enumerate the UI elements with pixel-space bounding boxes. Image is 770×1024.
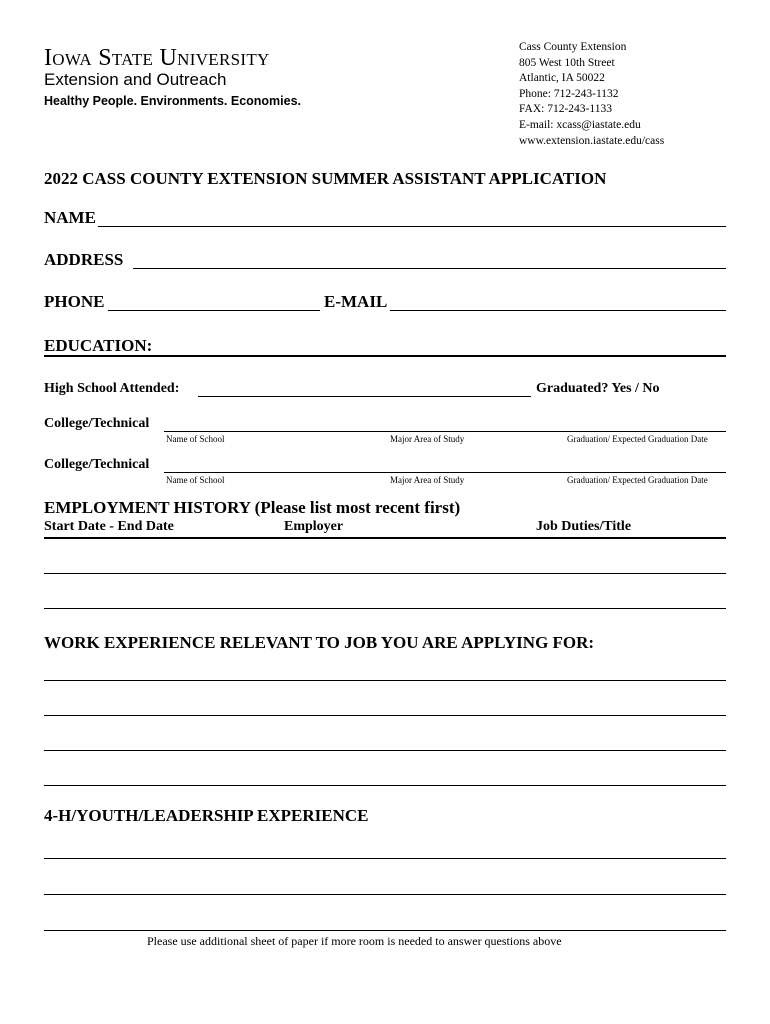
- graduated-label: Graduated? Yes / No: [536, 381, 660, 396]
- work-experience-line-1[interactable]: [44, 680, 726, 681]
- education-divider: [44, 355, 726, 357]
- youth-experience-line-3[interactable]: [44, 930, 726, 931]
- contact-block: [519, 40, 664, 149]
- form-title: 2022 CASS COUNTY EXTENSION SUMMER ASSISTANT APPLICATION: [44, 169, 607, 188]
- contact-city: Atlantic, IA 50022: [519, 72, 605, 85]
- college-field-2[interactable]: [164, 472, 726, 473]
- youth-experience-line-1[interactable]: [44, 858, 726, 859]
- tagline: Healthy People. Environments. Economies.: [44, 94, 302, 108]
- caption-graduation-2: Graduation/ Expected Graduation Date: [567, 475, 708, 485]
- work-experience-line-4[interactable]: [44, 785, 726, 786]
- education-heading: EDUCATION:: [44, 336, 153, 355]
- caption-major-2: Major Area of Study: [390, 475, 465, 485]
- high-school-field[interactable]: [198, 396, 531, 397]
- employment-line-1[interactable]: [44, 573, 726, 574]
- caption-graduation-1: Graduation/ Expected Graduation Date: [567, 434, 708, 444]
- college-label-2: College/Technical: [44, 457, 150, 472]
- name-field[interactable]: [98, 226, 726, 227]
- contact-office: Cass County Extension: [519, 41, 627, 53]
- work-experience-line-2[interactable]: [44, 715, 726, 716]
- work-experience-line-3[interactable]: [44, 750, 726, 751]
- employment-col-dates: Start Date - End Date: [44, 519, 174, 534]
- unit-name: Extension and Outreach: [44, 70, 227, 89]
- caption-school-2: Name of School: [166, 475, 225, 485]
- employment-line-2[interactable]: [44, 608, 726, 609]
- phone-label: PHONE: [44, 292, 105, 311]
- contact-phone: Phone: 712-243-1132: [519, 87, 619, 100]
- contact-fax: FAX: 712-243-1133: [519, 103, 612, 116]
- high-school-label: High School Attended:: [44, 381, 180, 396]
- work-experience-heading: WORK EXPERIENCE RELEVANT TO JOB YOU ARE APPLYING FOR:: [44, 633, 595, 652]
- name-label: NAME: [44, 208, 96, 227]
- caption-school-1: Name of School: [166, 434, 225, 444]
- youth-experience-line-2[interactable]: [44, 894, 726, 895]
- employment-col-duties: Job Duties/Title: [536, 519, 632, 534]
- employment-header-divider: [44, 537, 726, 539]
- contact-website: www.extension.iastate.edu/cass: [519, 134, 665, 147]
- phone-field[interactable]: [108, 310, 320, 311]
- college-field-1[interactable]: [164, 431, 726, 432]
- caption-major-1: Major Area of Study: [390, 434, 465, 444]
- university-name: Iowa State University: [44, 45, 270, 71]
- footer-note: Please use additional sheet of paper if more room is needed to answer questions above: [147, 934, 562, 948]
- employment-heading: EMPLOYMENT HISTORY (Please list most recent first): [44, 498, 461, 517]
- contact-street: 805 West 10th Street: [519, 56, 615, 69]
- email-label: E-MAIL: [324, 292, 388, 311]
- university-logo-name: [44, 44, 270, 72]
- employment-col-employer: Employer: [284, 519, 344, 534]
- youth-experience-heading: 4-H/YOUTH/LEADERSHIP EXPERIENCE: [44, 806, 369, 825]
- contact-email: E-mail: xcass@iastate.edu: [519, 118, 641, 131]
- email-field[interactable]: [390, 310, 726, 311]
- college-label-1: College/Technical: [44, 416, 150, 431]
- address-field[interactable]: [133, 268, 726, 269]
- address-label: ADDRESS: [44, 250, 124, 269]
